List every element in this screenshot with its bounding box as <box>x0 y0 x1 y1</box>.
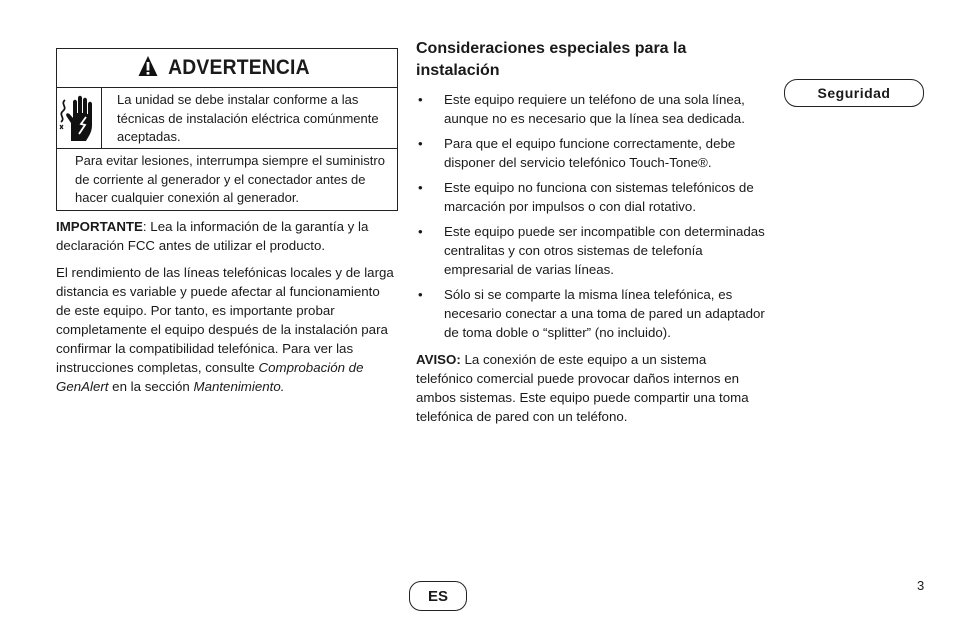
list-item: • Sólo si se comparte la misma línea telefónica, es necesario conectar a una toma de pared un adaptador de toma doble o “splitter” (no incluido). <box>416 285 766 342</box>
performance-ref-italic: Comprobación de GenAlert <box>56 359 364 394</box>
list-item: • Este equipo requiere un teléfono de una sola línea, aunque no es necesario que la línea sea dedicada. <box>416 90 766 128</box>
performance-ref-end: . <box>280 378 285 394</box>
section-heading: Consideraciones especiales para la instalación <box>416 40 687 79</box>
warning-row-install <box>57 88 397 149</box>
page-number: 3 <box>917 578 925 593</box>
list-item: • Este equipo no funciona con sistemas telefónicos de marcación por impulsos o con dial rotativo. <box>416 178 766 216</box>
warning-title: ADVERTENCIA <box>168 56 310 79</box>
aviso-paragraph <box>416 350 766 426</box>
performance-ref-mid: en la sección <box>108 378 194 394</box>
important-text: : Lea la información de la garantía y la declaración FCC antes de utilizar el producto. <box>56 218 369 253</box>
middle-column <box>416 38 766 426</box>
warning-box <box>56 48 398 211</box>
warning-install-text: La unidad se debe instalar conforme a las técnicas de instalación eléctrica comúnmente aceptadas. <box>117 92 379 144</box>
requirements-list <box>416 90 766 342</box>
important-label: IMPORTANTE <box>56 218 143 234</box>
aviso-label: AVISO: <box>416 352 461 367</box>
warning-header <box>57 49 397 88</box>
warning-disconnect-text: Para evitar lesiones, interrumpa siempre el suministro de corriente al generador y el conectador antes de hacer cualquier conexión al generador. <box>75 153 385 205</box>
language-tab: ES <box>409 581 467 611</box>
list-item: • Este equipo puede ser incompatible con determinadas centralitas y con otros sistemas de telefonía empresarial de varias líneas. <box>416 222 766 279</box>
aviso-text: La conexión de este equipo a un sistema telefónico comercial puede provocar daños internos en ambos sistemas. Este equipo puede compartir una toma telefónica de pared con un teléfono. <box>416 352 749 424</box>
important-paragraph <box>56 217 398 255</box>
warning-triangle-icon <box>138 55 158 82</box>
performance-text: El rendimiento de las líneas telefónicas locales y de larga distancia es variable y puede afectar al funcionamiento de este equipo. Por tanto, es importante probar completamente el equipo después de la instalación para confirmar la compatibilidad telefónica. Para ver las instrucciones completas, consulte <box>56 264 394 375</box>
list-item: • Para que el equipo funcione correctamente, debe disponer del servicio telefónico Touch-Tone®. <box>416 134 766 172</box>
section-tab-seguridad: Seguridad <box>784 79 924 107</box>
electric-shock-hand-icon <box>57 88 102 148</box>
left-column <box>56 48 398 396</box>
performance-ref-section: Mantenimiento <box>193 378 281 394</box>
performance-paragraph <box>56 263 398 396</box>
